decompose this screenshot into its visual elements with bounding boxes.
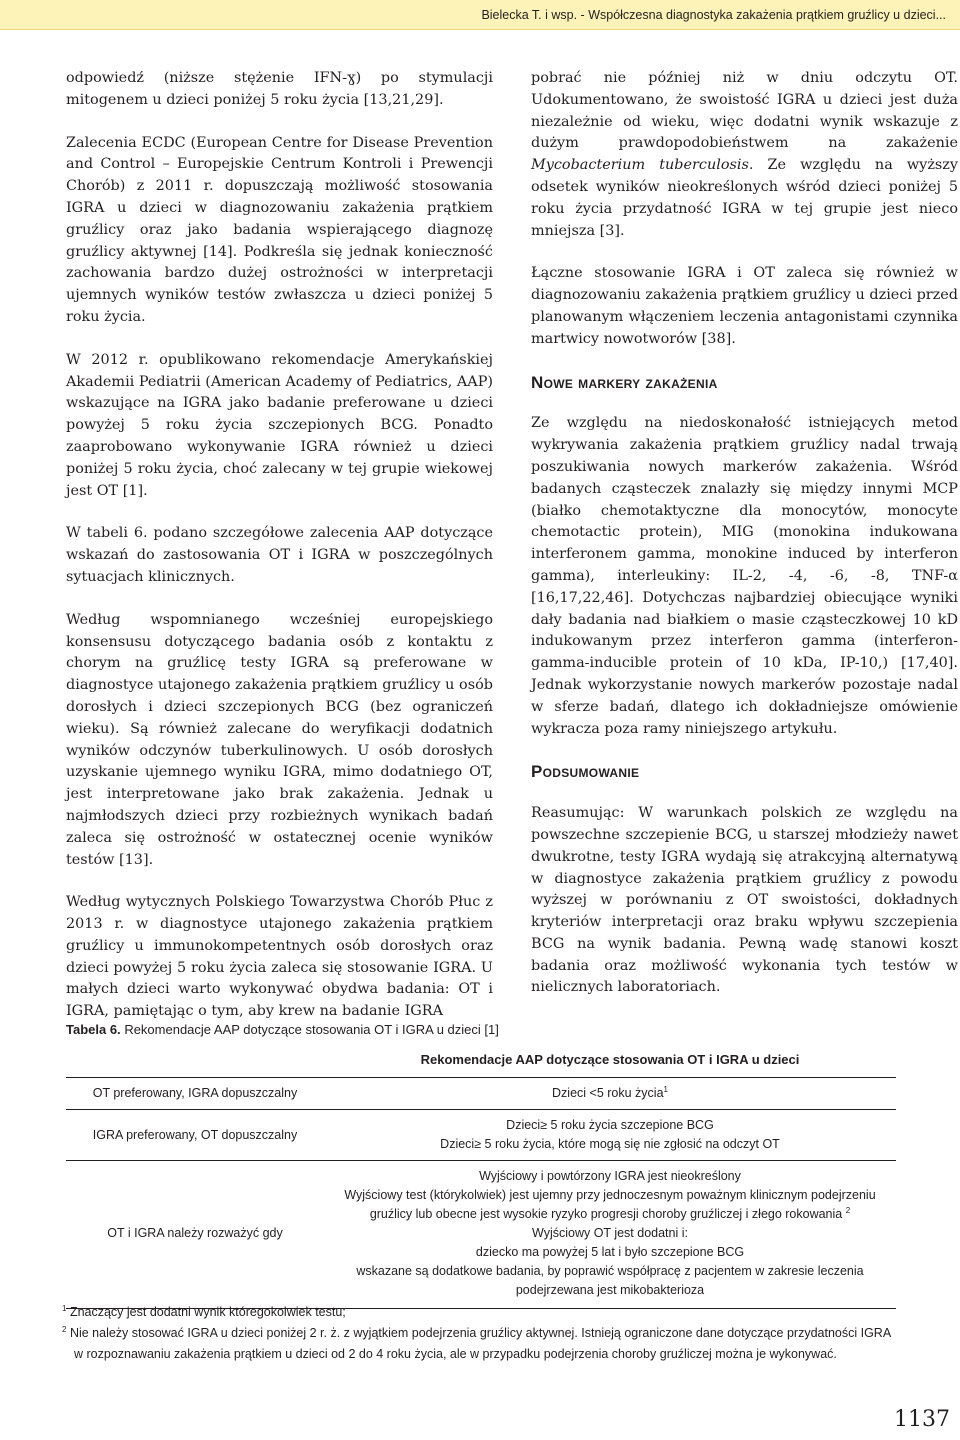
table-row-label: OT preferowany, IGRA dopuszczalny [66, 1078, 324, 1110]
section-heading-summary: Podsumowanie [531, 762, 640, 782]
paragraph-text: . Ze względu na wyższy odsetek wyników nieokreślonych wśród dzieci poniżej 5 roku życia przydatność IGRA w tej grupie jest nieco mniejsza [3]. [531, 157, 958, 239]
footnote-text: Znaczący jest dodatni wynik któregokolwiek testu; [69, 1305, 346, 1319]
table-row [66, 1161, 896, 1309]
footnote-2-continued: w rozpoznawaniu zakażenia prątkiem u dzieci od 2 do 4 roku życia, ale w przypadku podejrzenia choroby gruźliczej można je wykonywać. [74, 1347, 837, 1361]
species-name: Mycobacterium tuberculosis [531, 157, 749, 174]
paragraph [531, 68, 958, 242]
running-head: Bielecka T. i wsp. - Współczesna diagnostyka zakażenia prątkiem gruźlicy u dzieci... [0, 0, 960, 30]
table-line: Dzieci≥ 5 roku życia szczepione BCG [506, 1118, 714, 1132]
footnote-ref: 2 [845, 1205, 851, 1215]
table-line: Dzieci≥ 5 roku życia, które mogą się nie zgłosić na odczyt OT [440, 1137, 780, 1151]
paragraph: W 2012 r. opublikowano rekomendacje Amerykańskiej Akademii Pediatrii (American Academy of Pediatrics, AAP) wskazujące na IGRA jako badanie preferowane u dzieci powyżej 5 roku życia szczepionych BCG. Ponadto zaaprobowano wykonywanie IGRA również u dzieci poniżej 5 roku życia, choć zalecany w tej grupie wiekowej jest OT [1]. [66, 351, 493, 499]
page-number-text: 1137 [894, 1407, 950, 1432]
table-caption [66, 1022, 499, 1037]
table-row-label: OT i IGRA należy rozważyć gdy [66, 1161, 324, 1309]
table-row-content [324, 1161, 896, 1309]
table-line: Wyjściowy OT jest dodatni i: [532, 1226, 688, 1240]
table-line-text: gruźlicy lub obecne jest wysokie ryzyko progresji choroby gruźliczej i złego rokowania [369, 1207, 843, 1221]
table-line: podejrzewana jest mikobakterioza [515, 1283, 705, 1297]
section-heading-new-markers: Nowe markery zakażenia [531, 372, 718, 392]
footnote-1 [62, 1302, 902, 1323]
recommendations-table [66, 1036, 896, 1309]
paragraph-text: pobrać nie później niż w dniu odczytu OT. Udokumentowano, że swoistość IGRA u dzieci jest duża niezależnie od wieku, więc dodatni wynik wskazuje z dużym prawdopodobieństwem na zakażenie [531, 70, 958, 152]
paragraph: odpowiedź (niższe stężenie IFN-ɣ) po stymulacji mitogenem u dzieci poniżej 5 roku życia [13,21,29]. [66, 70, 493, 108]
table-header-row [66, 1036, 896, 1078]
table-caption-label: Tabela 6. [66, 1022, 121, 1037]
table-footnotes [62, 1302, 902, 1365]
paragraph: Zalecenia ECDC (European Centre for Disease Prevention and Control – Europejskie Centrum Kontroli i Prewencji Chorób) z 2011 r. dopuszczają możliwość stosowania IGRA u dzieci w diagnozowaniu zakażenia prątkiem gruźlicy oraz jako badania wspierającego diagnozę gruźlicy aktywnej [14]. Podkreśla się jednak konieczność zachowania bardzo dużej ostrożności w interpretacji ujemnych wyników testów zwłaszcza u dzieci poniżej 5 roku życia. [66, 134, 493, 325]
right-column [531, 68, 958, 1020]
footnote-ref: 1 [663, 1084, 668, 1094]
footnote-mark: 1 [62, 1303, 67, 1313]
paragraph: Według wytycznych Polskiego Towarzystwa Chorób Płuc z 2013 r. w diagnostyce utajonego zakażenia prątkiem gruźlicy u immunokompetentnych osób dorosłych oraz dzieci powyżej 5 roku życia zaleca się stosowanie IGRA. U małych dzieci warto wykonywać obydwa badania: OT i IGRA, pamiętając o tym, aby krew na badanie IGRA [66, 894, 493, 1020]
table-header: Rekomendacje AAP dotyczące stosowania OT i IGRA u dzieci [420, 1052, 800, 1067]
table-row-content [324, 1078, 896, 1110]
paragraph: W tabeli 6. podano szczegółowe zalecenia AAP dotyczące wskazań do zastosowania OT i IGRA w poszczególnych sytuacjach klinicznych. [66, 525, 493, 585]
footnote-text: Nie należy stosować IGRA u dzieci poniżej 2 r. ż. z wyjątkiem podejrzenia gruźlicy aktywnej. Istnieją ograniczone dane dotyczące przydatności IGRA [69, 1326, 892, 1340]
paragraph: Łączne stosowanie IGRA i OT zaleca się również w diagnozowaniu zakażenia prątkiem gruźlicy u dzieci przed planowanym włączeniem leczenia antagonistami czynnika martwicy nowotworów [38]. [531, 265, 958, 347]
table-row [66, 1078, 896, 1110]
table-header-empty-cell [66, 1036, 324, 1078]
page-number [894, 1407, 950, 1432]
table-line [328, 1205, 892, 1224]
table-row [66, 1110, 896, 1161]
table-line: dziecko ma powyżej 5 lat i było szczepione BCG [475, 1245, 745, 1259]
footnote-2 [62, 1323, 902, 1344]
table-line-text: Dzieci <5 roku życia [552, 1086, 664, 1100]
table-row-label: IGRA preferowany, OT dopuszczalny [66, 1110, 324, 1161]
left-column [66, 68, 493, 1044]
paragraph: Ze względu na niedoskonałość istniejących metod wykrywania zakażenia prątkiem gruźlicy nadal trwają poszukiwania nowych markerów zakażenia. Wśród badanych cząsteczek znalazły się między innymi MCP (białko chemotaktyczne dla monocytów, monocyte chemotactic protein), MIG (monokina indukowana interferonem gamma, monokine induced by interferon gamma), interleukiny: IL-2, -4, -6, -8, TNF-α [16,17,22,46]. Dotychczas najbardziej obiecujące wyniki dały badania nad białkiem o masie cząsteczkowej 10 kD indukowanym przez interferon gamma (interferon-gamma-inducible protein of 10 kDa, IP-10,) [17,40]. Jednak wykorzystanie nowych markerów pozostaje nadal w sferze badań, dlatego ich dokładniejsze omówienie wykracza poza ramy niniejszego artykułu. [531, 415, 958, 737]
table-row-content [324, 1110, 896, 1161]
footnote-mark: 2 [62, 1324, 67, 1334]
table-line: Wyjściowy test (którykolwiek) jest ujemny przy jednoczesnym poważnym klinicznym podejrzeniu [344, 1188, 876, 1202]
table-line: wskazane są dodatkowe badania, by poprawić współpracę z pacjentem w zakresie leczenia [356, 1264, 864, 1278]
paragraph: Reasumując: W warunkach polskich ze względu na powszechne szczepienie BCG, u starszej młodzieży nawet dwukrotne, testy IGRA wydają się atrakcyjną alternatywą w diagnostyce zakażenia prątkiem gruźlicy z powodu wyższej w porównaniu z OT swoistości, dokładnych kryteriów interpretacji oraz braku wpływu szczepienia BCG na wynik badania. Pewną wadę stanowi koszt badania oraz możliwość wykonania tych testów w nielicznych laboratoriach. [531, 805, 958, 996]
table-caption-text: Rekomendacje AAP dotyczące stosowania OT i IGRA u dzieci [1] [124, 1022, 499, 1037]
table-line: Wyjściowy i powtórzony IGRA jest nieokreślony [479, 1169, 741, 1183]
paragraph: Według wspomnianego wcześniej europejskiego konsensusu dotyczącego badania osób z kontaktu z chorym na gruźlicę testy IGRA są preferowane w diagnostyce utajonego zakażenia prątkiem gruźlicy u osób dorosłych i dzieci szczepionych BCG (bez ograniczeń wieku). Są również zalecane do weryfikacji dodatnich wyników odczynów tuberkulinowych. U osób dorosłych uzyskanie ujemnego wyniku IGRA, mimo dodatniego OT, jest interpretowane jako brak zakażenia. Jednak u najmłodszych dzieci przy rozbieżnych wynikach badań zaleca się ostrożność w ostatecznej ocenie wyników testów [13]. [66, 611, 493, 868]
table-line [328, 1084, 892, 1103]
